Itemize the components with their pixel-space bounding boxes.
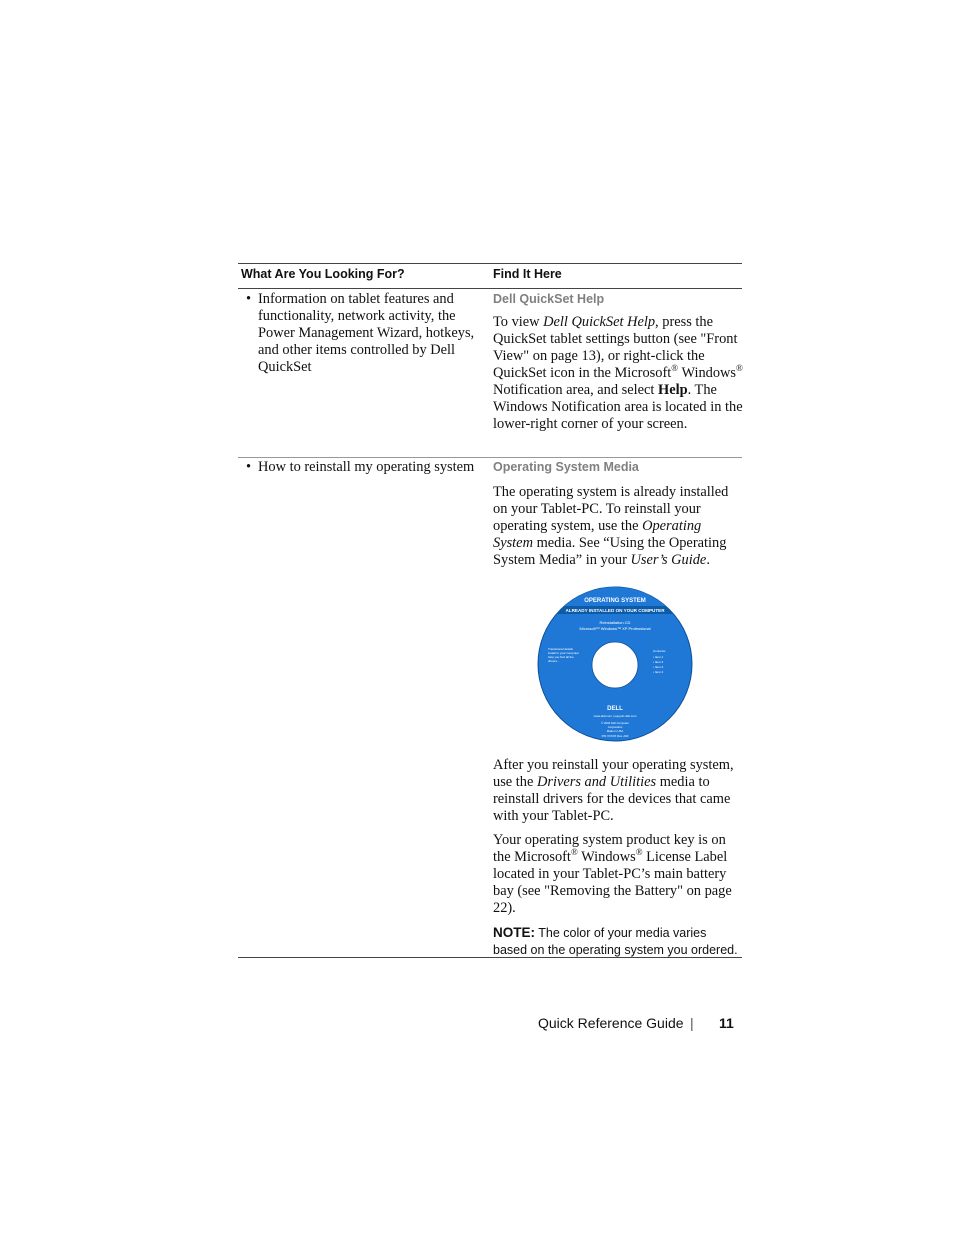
quickset-help-paragraph: To view Dell QuickSet Help, press the QuickSet tablet settings button (see "Front View" on page 13), or right-click the QuickSet icon in the Microsoft® Windows® Notification area, and select Help. The Windows Notification area is located in the lower-right corner of your screen. <box>493 314 743 432</box>
svg-text:help you find all the: help you find all the <box>548 655 574 659</box>
svg-text:Made in USA: Made in USA <box>606 729 624 733</box>
column-header-looking-for: What Are You Looking For? <box>241 267 405 281</box>
table-row-1-right <box>493 291 743 433</box>
disc-line-2: Microsoft™ Windows™ XP Professional <box>579 626 651 631</box>
page-number: 11 <box>719 1015 734 1031</box>
product-key-paragraph: Your operating system product key is on the Microsoft® Windows® License Label located in your Tablet-PC’s main battery bay (see "Removing the Battery" on page 22). <box>493 832 732 916</box>
table-row-2-right <box>493 459 743 959</box>
column-header-find-it: Find It Here <box>493 267 562 281</box>
svg-text:P/N XXXXX Rev. A00: P/N XXXXX Rev. A00 <box>601 734 629 738</box>
disc-top-label: OPERATING SYSTEM <box>584 598 646 604</box>
table-top-rule <box>238 263 742 264</box>
header-rule <box>238 288 742 289</box>
os-media-paragraph: The operating system is already installed on your Tablet-PC. To reinstall your operating system, use the Operating System media. See “Using the Operating System Media” in your User’s Guide. <box>493 484 729 568</box>
svg-text:Contents:: Contents: <box>653 649 666 653</box>
svg-text:install to your computer: install to your computer <box>548 651 580 655</box>
disc-illustration <box>493 586 743 746</box>
disc-url: www.dell.com | support.dell.com <box>593 714 637 718</box>
svg-text:• Item 4: • Item 4 <box>653 670 664 674</box>
row-divider <box>238 457 742 458</box>
disc-line-1: Reinstallation CD <box>599 620 631 625</box>
svg-text:Corporation: Corporation <box>607 725 623 729</box>
note-label: NOTE: <box>493 925 535 940</box>
media-color-note: NOTE: The color of your media varies based on the operating system you ordered. <box>493 925 738 957</box>
svg-text:Transitional details: Transitional details <box>548 647 573 651</box>
footer-separator: | <box>690 1015 694 1031</box>
operating-system-media-heading: Operating System Media <box>493 460 639 474</box>
table-bottom-rule <box>238 957 742 958</box>
row-2-question: How to reinstall my operating system <box>258 459 475 475</box>
footer-title: Quick Reference Guide <box>538 1015 684 1031</box>
os-disc-image <box>493 586 743 746</box>
svg-text:© 2004 Dell Computer: © 2004 Dell Computer <box>601 721 629 725</box>
dell-quickset-help-heading: Dell QuickSet Help <box>493 292 605 306</box>
svg-text:• Item 3: • Item 3 <box>653 665 664 669</box>
svg-text:• Item 1: • Item 1 <box>653 655 664 659</box>
dell-logo: DELL <box>607 706 623 712</box>
disc-hole <box>592 642 638 688</box>
drivers-utilities-paragraph: After you reinstall your operating system, use the Drivers and Utilities media to reinstall drivers for the devices that came with your Tablet-PC. <box>493 757 734 824</box>
disc-band-label: ALREADY INSTALLED ON YOUR COMPUTER <box>565 608 665 613</box>
svg-text:• Item 2: • Item 2 <box>653 660 664 664</box>
svg-text:drivers...: drivers... <box>548 659 560 663</box>
row-1-question: Information on tablet features and functionality, network activity, the Power Management Wizard, hotkeys, and other items controlled by Dell QuickSet <box>258 291 475 375</box>
